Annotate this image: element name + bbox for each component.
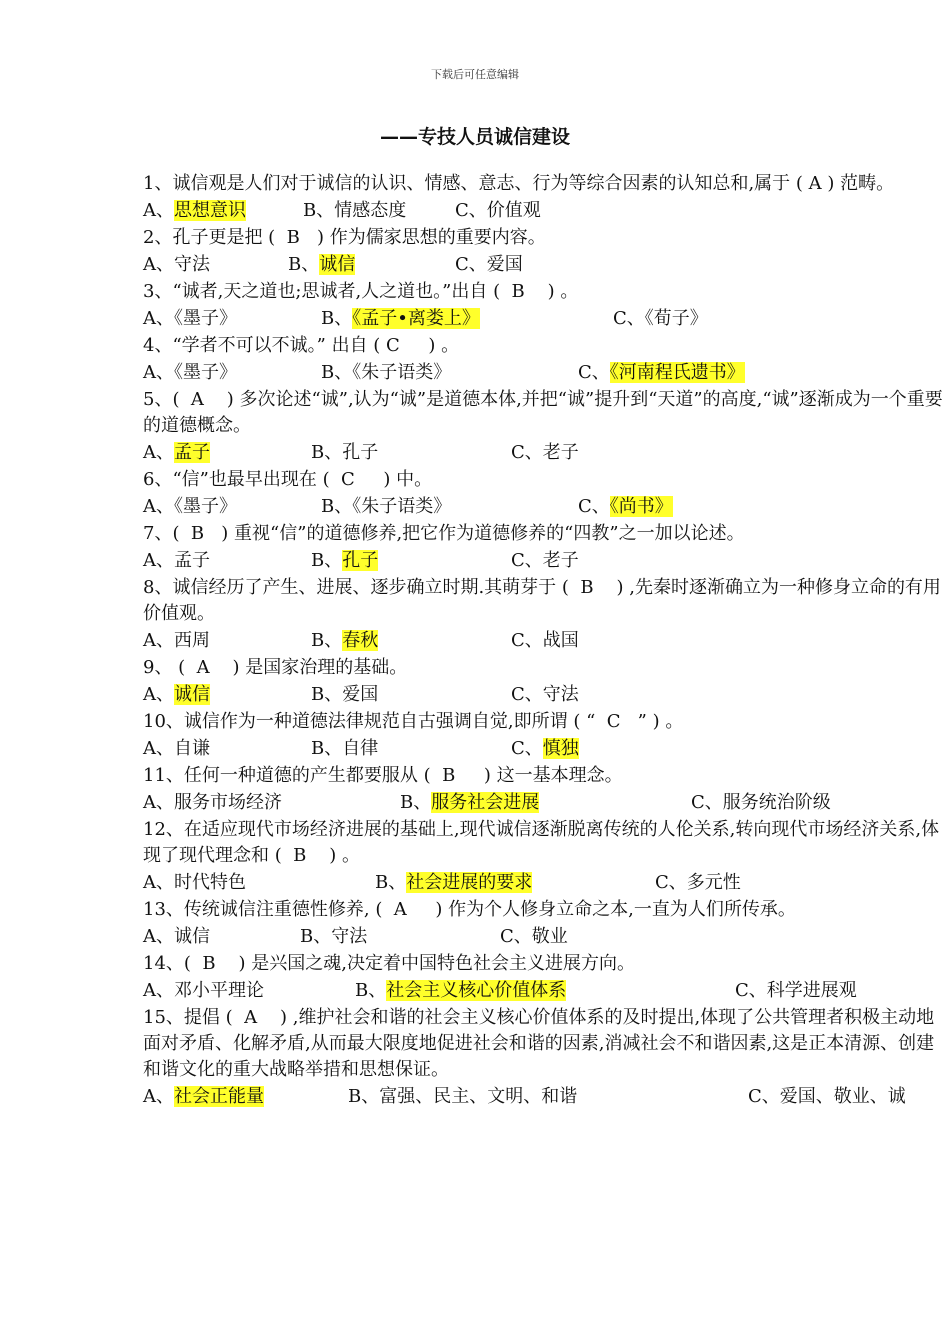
answer-options: [143, 197, 943, 225]
answer-options: [143, 547, 943, 575]
option-b: [355, 977, 566, 1005]
option-c: [578, 493, 673, 521]
option-b: [311, 547, 378, 575]
option-b: [321, 493, 451, 521]
option-prefix: A、: [143, 254, 174, 275]
question-text: 6、“信”也最早出现在 ( C ) 中。: [143, 469, 433, 490]
option-text: 《墨子》: [174, 308, 237, 329]
option-a: [143, 735, 210, 763]
option-a: [143, 789, 282, 817]
option-prefix: B、: [321, 308, 353, 329]
highlighted-answer: 《尚书》: [609, 496, 673, 517]
option-text: 守法: [174, 254, 210, 275]
question-text: 13、传统诚信注重德性修养, ( A ) 作为个人修身立命之本,一直为人们所传承。: [143, 899, 796, 920]
answer-options: [143, 627, 943, 655]
option-b: [375, 869, 532, 897]
option-b: [400, 789, 539, 817]
option-a: [143, 977, 264, 1005]
question-text: 3、“诚者,天之道也;思诚者,人之道也。”出自 ( B ) 。: [143, 281, 579, 302]
option-c: [511, 547, 579, 575]
option-prefix: B、: [355, 980, 387, 1001]
option-prefix: C、: [511, 442, 543, 463]
option-prefix: C、: [455, 254, 487, 275]
option-text: 爱国: [342, 684, 379, 705]
option-b: [300, 923, 367, 951]
question-item: [143, 387, 943, 467]
option-prefix: C、: [613, 308, 645, 329]
option-a: [143, 197, 246, 225]
question-item: [143, 333, 943, 387]
option-text: 孟子: [174, 550, 210, 571]
option-prefix: A、: [143, 980, 174, 1001]
question-text: 9、 ( A ) 是国家治理的基础。: [143, 657, 408, 678]
question-list: [143, 171, 943, 1111]
option-c: [613, 305, 708, 333]
question-text: 8、诚信经历了产生、进展、逐步确立时期.其萌芽于 ( B ) ,先秦时逐渐确立为一种修身立命的有用价值观。: [143, 577, 941, 624]
question-item: [143, 575, 943, 655]
option-text: 敬业: [531, 926, 568, 947]
option-text: 富强、民主、文明、和谐: [379, 1086, 578, 1107]
option-prefix: A、: [143, 926, 174, 947]
option-prefix: B、: [321, 362, 353, 383]
question-text: 2、孔子更是把 ( B ) 作为儒家思想的重要内容。: [143, 227, 546, 248]
option-prefix: A、: [143, 738, 174, 759]
question-item: [143, 709, 943, 763]
option-c: [511, 735, 579, 763]
option-prefix: B、: [303, 200, 335, 221]
option-prefix: B、: [311, 630, 343, 651]
question-item: [143, 225, 943, 279]
option-c: [735, 977, 857, 1005]
option-prefix: A、: [143, 308, 174, 329]
option-text: 爱国、敬业、诚: [779, 1086, 906, 1107]
question-text: 12、在适应现代市场经济进展的基础上,现代诚信逐渐脱离传统的人伦关系,转向现代市场经济关系,体现了现代理念和 ( B ) 。: [143, 819, 940, 866]
question-item: [143, 467, 943, 521]
question-text: 11、任何一种道德的产生都要服从 ( B ) 这一基本理念。: [143, 765, 623, 786]
question-item: [143, 763, 943, 817]
header-note: 下载后可任意编辑: [431, 68, 519, 81]
option-c: [511, 627, 579, 655]
option-c: [655, 869, 741, 897]
highlighted-answer: 孟子: [174, 442, 210, 463]
highlighted-answer: 《河南程氏遗书》: [609, 362, 745, 383]
option-prefix: C、: [500, 926, 532, 947]
option-prefix: C、: [511, 684, 543, 705]
option-b: [348, 1083, 577, 1111]
highlighted-answer: 思想意识: [174, 200, 246, 221]
answer-options: [143, 439, 943, 467]
option-text: 《墨子》: [174, 496, 237, 517]
option-prefix: B、: [400, 792, 432, 813]
option-text: 时代特色: [174, 872, 246, 893]
option-c: [748, 1083, 906, 1111]
highlighted-answer: 社会进展的要求: [406, 872, 533, 893]
highlighted-answer: 诚信: [174, 684, 210, 705]
question-text: 10、诚信作为一种道德法律规范自古强调自觉,即所谓 ( “ C ” ) 。: [143, 711, 684, 732]
question-text: 4、“学者不可以不诚。” 出自 ( C ) 。: [143, 335, 460, 356]
option-prefix: C、: [455, 200, 487, 221]
option-c: [578, 359, 745, 387]
option-a: [143, 923, 210, 951]
option-b: [288, 251, 355, 279]
option-prefix: B、: [311, 442, 343, 463]
answer-options: [143, 869, 943, 897]
option-prefix: B、: [300, 926, 332, 947]
option-text: 战国: [542, 630, 579, 651]
option-b: [321, 359, 451, 387]
option-prefix: A、: [143, 496, 174, 517]
option-text: 守法: [542, 684, 579, 705]
option-text: 《朱子语类》: [352, 362, 452, 383]
option-prefix: A、: [143, 630, 174, 651]
option-text: 科学进展观: [766, 980, 857, 1001]
option-prefix: B、: [288, 254, 320, 275]
option-c: [455, 251, 523, 279]
answer-options: [143, 251, 943, 279]
question-item: [143, 655, 943, 709]
highlighted-answer: 社会正能量: [174, 1086, 264, 1107]
option-b: [311, 439, 378, 467]
answer-options: [143, 735, 943, 763]
option-prefix: A、: [143, 792, 174, 813]
option-text: 《朱子语类》: [352, 496, 452, 517]
option-prefix: C、: [748, 1086, 780, 1107]
question-item: [143, 521, 943, 575]
option-c: [511, 681, 579, 709]
answer-options: [143, 977, 943, 1005]
question-text: 14、( B ) 是兴国之魂,决定着中国特色社会主义进展方向。: [143, 953, 635, 974]
option-text: 守法: [331, 926, 368, 947]
answer-options: [143, 789, 943, 817]
option-text: 老子: [542, 550, 579, 571]
highlighted-answer: 服务社会进展: [431, 792, 540, 813]
option-a: [143, 681, 210, 709]
option-text: 诚信: [174, 926, 210, 947]
option-b: [311, 735, 378, 763]
option-prefix: B、: [348, 1086, 380, 1107]
option-text: 孔子: [342, 442, 379, 463]
option-a: [143, 547, 210, 575]
option-a: [143, 1083, 264, 1111]
question-text: 1、诚信观是人们对于诚信的认识、情感、意志、行为等综合因素的认知总和,属于 ( A ) 范畴。: [143, 173, 895, 194]
option-prefix: C、: [578, 496, 610, 517]
option-prefix: B、: [375, 872, 407, 893]
question-text: 5、( A ) 多次论述“诚”,认为“诚”是道德本体,并把“诚”提升到“天道”的高度,“诚”逐渐成为一个重要的道德概念。: [143, 389, 943, 436]
option-text: 邓小平理论: [174, 980, 264, 1001]
option-prefix: A、: [143, 1086, 174, 1107]
option-c: [691, 789, 831, 817]
option-c: [455, 197, 541, 225]
option-text: 爱国: [486, 254, 523, 275]
option-prefix: B、: [321, 496, 353, 517]
option-prefix: C、: [511, 550, 543, 571]
option-text: 老子: [542, 442, 579, 463]
option-c: [511, 439, 579, 467]
option-a: [143, 493, 237, 521]
question-text: 15、提倡 ( A ) ,维护社会和谐的社会主义核心价值体系的及时提出,体现了公共管理者积极主动地面对矛盾、化解矛盾,从而最大限度地促进社会和谐的因素,消减社会不和谐因素,这是正本清源、创建和谐文化的重大战略举措和思想保证。: [143, 1007, 935, 1080]
option-c: [500, 923, 568, 951]
option-prefix: A、: [143, 684, 174, 705]
option-prefix: C、: [511, 630, 543, 651]
option-prefix: C、: [511, 738, 543, 759]
option-a: [143, 869, 246, 897]
option-prefix: C、: [655, 872, 687, 893]
option-text: 西周: [174, 630, 210, 651]
option-a: [143, 251, 210, 279]
option-text: 《荀子》: [644, 308, 708, 329]
highlighted-answer: 春秋: [342, 630, 379, 651]
option-prefix: A、: [143, 442, 174, 463]
highlighted-answer: 慎独: [542, 738, 579, 759]
answer-options: [143, 681, 943, 709]
option-prefix: B、: [311, 684, 343, 705]
option-prefix: C、: [735, 980, 767, 1001]
question-item: [143, 817, 943, 897]
option-prefix: C、: [578, 362, 610, 383]
option-prefix: A、: [143, 200, 174, 221]
question-item: [143, 279, 943, 333]
highlighted-answer: 诚信: [319, 254, 356, 275]
highlighted-answer: 孔子: [342, 550, 379, 571]
answer-options: [143, 923, 943, 951]
option-b: [303, 197, 406, 225]
option-a: [143, 439, 210, 467]
option-prefix: A、: [143, 362, 174, 383]
option-a: [143, 359, 237, 387]
option-b: [311, 681, 378, 709]
option-prefix: B、: [311, 738, 343, 759]
option-text: 服务统治阶级: [722, 792, 831, 813]
answer-options: [143, 493, 943, 521]
question-item: [143, 171, 943, 225]
option-text: 情感态度: [334, 200, 407, 221]
option-prefix: C、: [691, 792, 723, 813]
option-a: [143, 305, 237, 333]
option-text: 自律: [342, 738, 379, 759]
option-text: 自谦: [174, 738, 210, 759]
option-b: [311, 627, 378, 655]
answer-options: [143, 1083, 943, 1111]
option-prefix: A、: [143, 550, 174, 571]
question-item: [143, 1005, 943, 1111]
highlighted-answer: 《孟子•离娄上》: [352, 308, 480, 329]
document-title: ——专技人员诚信建设: [379, 126, 570, 148]
answer-options: [143, 359, 943, 387]
option-text: 多元性: [686, 872, 741, 893]
option-prefix: B、: [311, 550, 343, 571]
option-text: 《墨子》: [174, 362, 237, 383]
highlighted-answer: 社会主义核心价值体系: [386, 980, 567, 1001]
option-prefix: A、: [143, 872, 174, 893]
answer-options: [143, 305, 943, 333]
question-text: 7、( B ) 重视“信”的道德修养,把它作为道德修养的“四教”之一加以论述。: [143, 523, 745, 544]
option-text: 服务市场经济: [174, 792, 282, 813]
option-a: [143, 627, 210, 655]
question-item: [143, 897, 943, 951]
option-b: [321, 305, 480, 333]
question-item: [143, 951, 943, 1005]
option-text: 价值观: [486, 200, 541, 221]
